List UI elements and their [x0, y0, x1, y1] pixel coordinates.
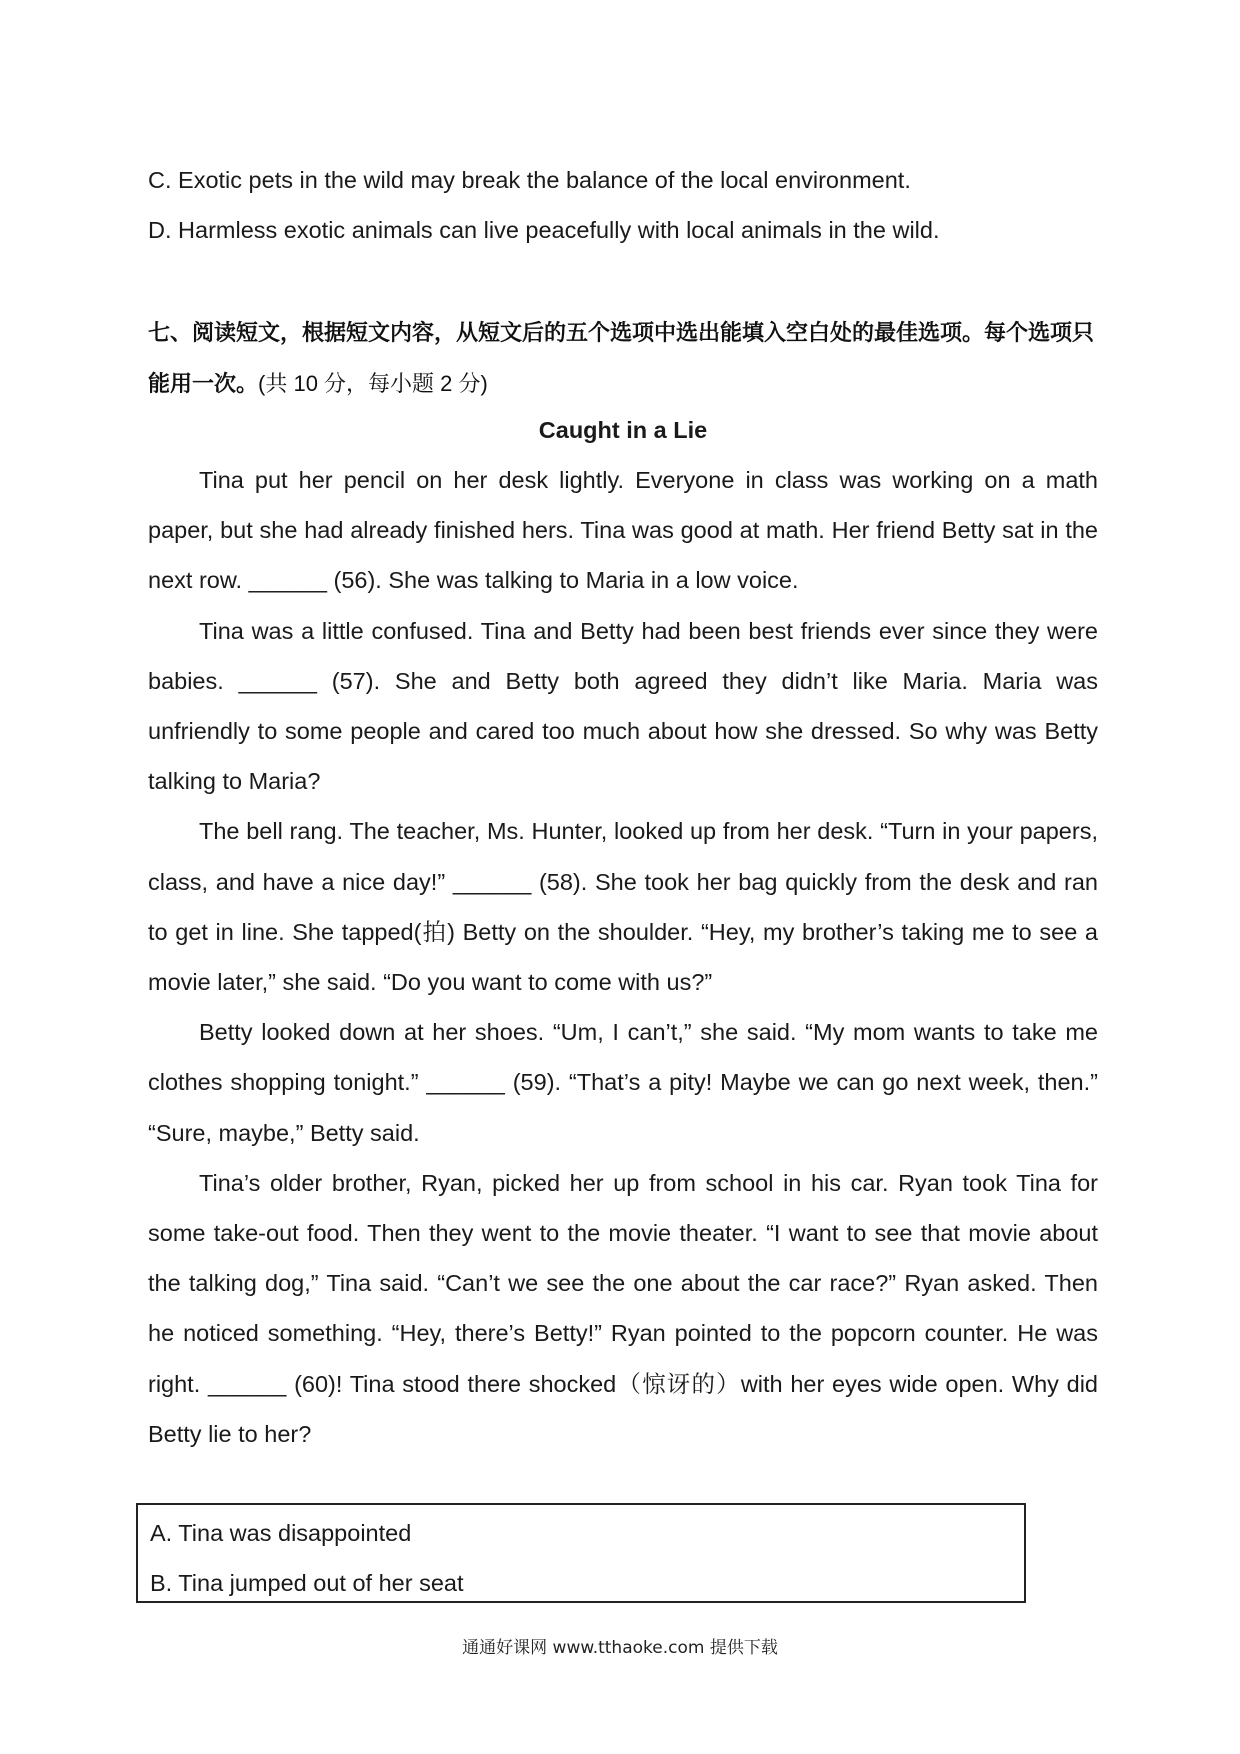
- passage-paragraph: Tina put her pencil on her desk lightly. Everyone in class was working on a math paper, but she had already finished hers. Tina was good at math. Her friend Betty sat in the next row. ______ (56). She was talking to Maria in a low voice.: [148, 467, 1098, 594]
- section-score-note: (共 10 分，每小题 2 分): [258, 371, 488, 396]
- answer-option-b: B. Tina jumped out of her seat: [150, 1570, 464, 1596]
- passage-paragraph: The bell rang. The teacher, Ms. Hunter, looked up from her desk. “Turn in your papers, class, and have a nice day!” ______ (58). She took her bag quickly from the desk and ran to get in line. She tapped(拍) Betty on the shoulder. “Hey, my brother’s taking me to see a movie later,” she said. “Do you want to come with us?”: [148, 818, 1098, 996]
- answer-options-box: [136, 1503, 1026, 1603]
- previous-question-options: [148, 155, 1098, 255]
- passage-paragraph: Betty looked down at her shoes. “Um, I can’t,” she said. “My mom wants to take me clothes shopping tonight.” ______ (59). “That’s a pity! Maybe we can go next week, then.” “Sure, maybe,” Betty said.: [148, 1019, 1098, 1146]
- passage-paragraph: Tina was a little confused. Tina and Betty had been best friends ever since they were babies. ______ (57). She and Betty both agreed they didn’t like Maria. Maria was unfriendly to some people and cared too much about how she dressed. So why was Betty talking to Maria?: [148, 617, 1098, 795]
- option-d: D. Harmless exotic animals can live peacefully with local animals in the wild.: [148, 217, 940, 243]
- passage-paragraph: Tina’s older brother, Ryan, picked her up from school in his car. Ryan took Tina for some take-out food. Then they went to the movie theater. “I want to see that movie about the talking dog,” Tina said. “Can’t we see the one about the car race?” Ryan asked. Then he noticed something. “Hey, there’s Betty!” Ryan pointed to the popcorn counter. He was right. ______ (60)! Tina stood there shocked（惊讶的）with her eyes wide open. Why did Betty lie to her?: [148, 1169, 1098, 1447]
- page-footer: 通通好课网 www.tthaoke.com 提供下载: [462, 1638, 778, 1658]
- passage-title: Caught in a Lie: [538, 417, 708, 443]
- section-heading: [148, 309, 1108, 410]
- passage-body: [148, 455, 1098, 1459]
- section-instructions: 七、阅读短文，根据短文内容，从短文后的五个选项中选出能填入空白处的最佳选项。每个选项只能用一次。: [148, 321, 1095, 397]
- answer-option-a: A. Tina was disappointed: [150, 1520, 412, 1546]
- option-c: C. Exotic pets in the wild may break the balance of the local environment.: [148, 167, 911, 193]
